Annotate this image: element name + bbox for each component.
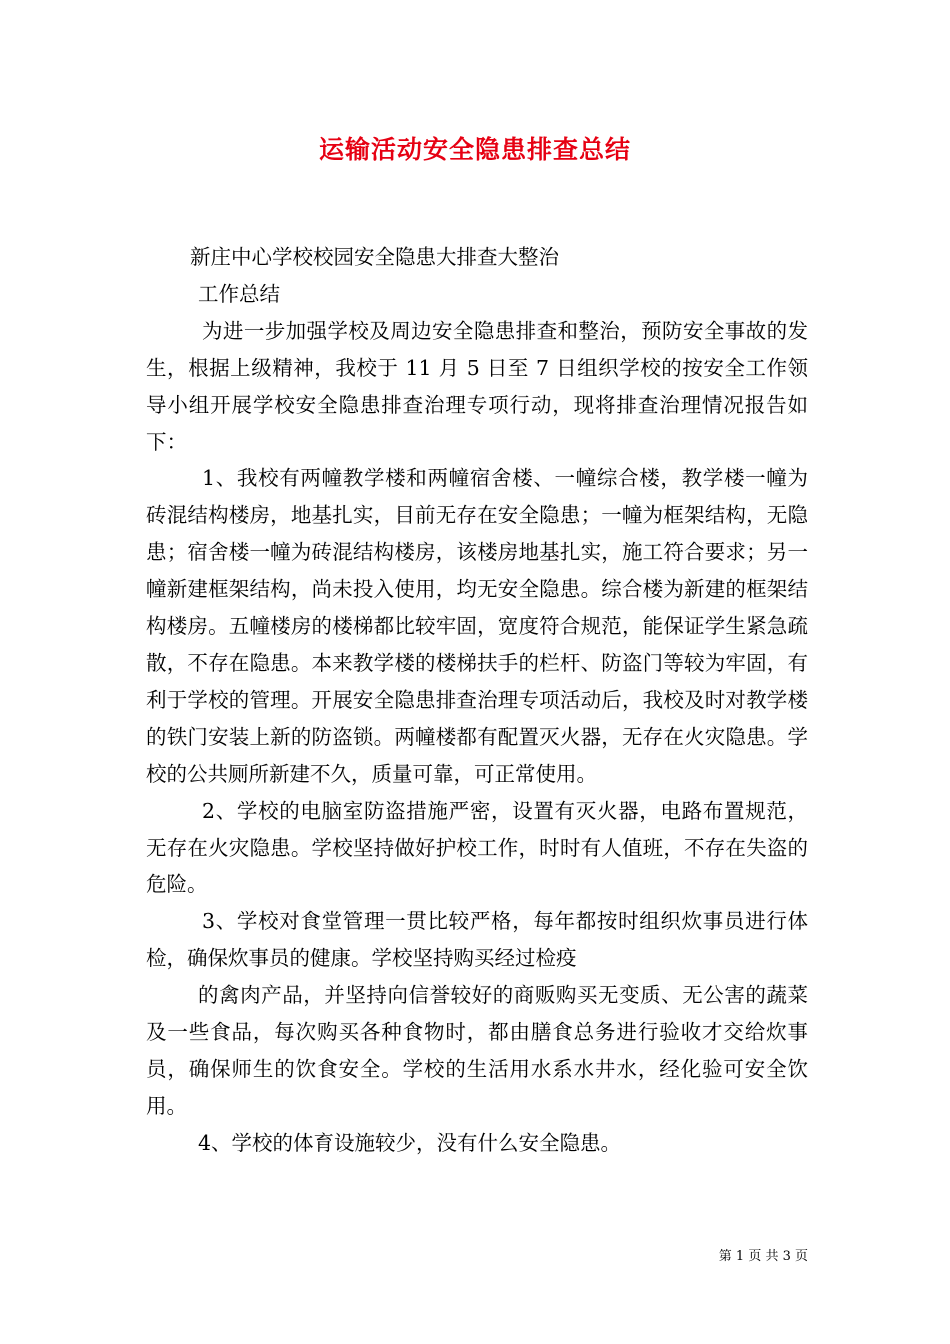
paragraph-item-1: 1、我校有两幢教学楼和两幢宿舍楼、一幢综合楼，教学楼一幢为砖混结构楼房，地基扎实，目前无存在安全隐患；一幢为框架结构，无隐患；宿舍楼一幢为砖混结构楼房，该楼房地基扎实，施工符合要求；另一幢新建框架结构，尚未投入使用，均无安全隐患。综合楼为新建的框架结构楼房。五幢楼房的楼梯都比较牢固，宽度符合规范，能保证学生紧急疏散，不存在隐患。本来教学楼的楼梯扶手的栏杆、防盗门等较为牢固，有利于学校的管理。开展安全隐患排查治理专项活动后，我校及时对教学楼的铁门安装上新的防盗锁。两幢楼都有配置灭火器，无存在火灾隐患。学校的公共厕所新建不久，质量可靠，可正常使用。 xyxy=(146,466,808,786)
document-title: 运输活动安全隐患排查总结 xyxy=(318,135,631,164)
paragraph-intro: 为进一步加强学校及周边安全隐患排查和整治，预防安全事故的发生，根据上级精神，我校于 11 月 5 日至 7 日组织学校的按安全工作领导小组开展学校安全隐患排查治理专项行动，现将排查治理情况报告如下： xyxy=(146,318,808,454)
paragraph-item-2: 2、学校的电脑室防盗措施严密，设置有灭火器，电路布置规范，无存在火灾隐患。学校坚持做好护校工作，时时有人值班，不存在失盗的危险。 xyxy=(146,798,808,897)
document-body xyxy=(146,239,808,1162)
paragraph-item-3: 3、学校对食堂管理一贯比较严格，每年都按时组织炊事员进行体检，确保炊事员的健康。学校坚持购买经过检疫 xyxy=(146,909,808,971)
subtitle-line-2: 工作总结 xyxy=(198,281,280,306)
paragraph-item-4: 4、学校的体育设施较少，没有什么安全隐患。 xyxy=(198,1130,622,1155)
page-number: 第 1 页 共 3 页 xyxy=(718,1249,808,1264)
paragraph-item-3-continued: 的禽肉产品，并坚持向信誉较好的商贩购买无变质、无公害的蔬菜及一些食品，每次购买各种食物时，都由膳食总务进行验收才交给炊事员，确保师生的饮食安全。学校的生活用水系水井水，经化验可安全饮用。 xyxy=(146,983,808,1118)
subtitle-line-1: 新庄中心学校校园安全隐患大排查大整治 xyxy=(190,245,559,269)
